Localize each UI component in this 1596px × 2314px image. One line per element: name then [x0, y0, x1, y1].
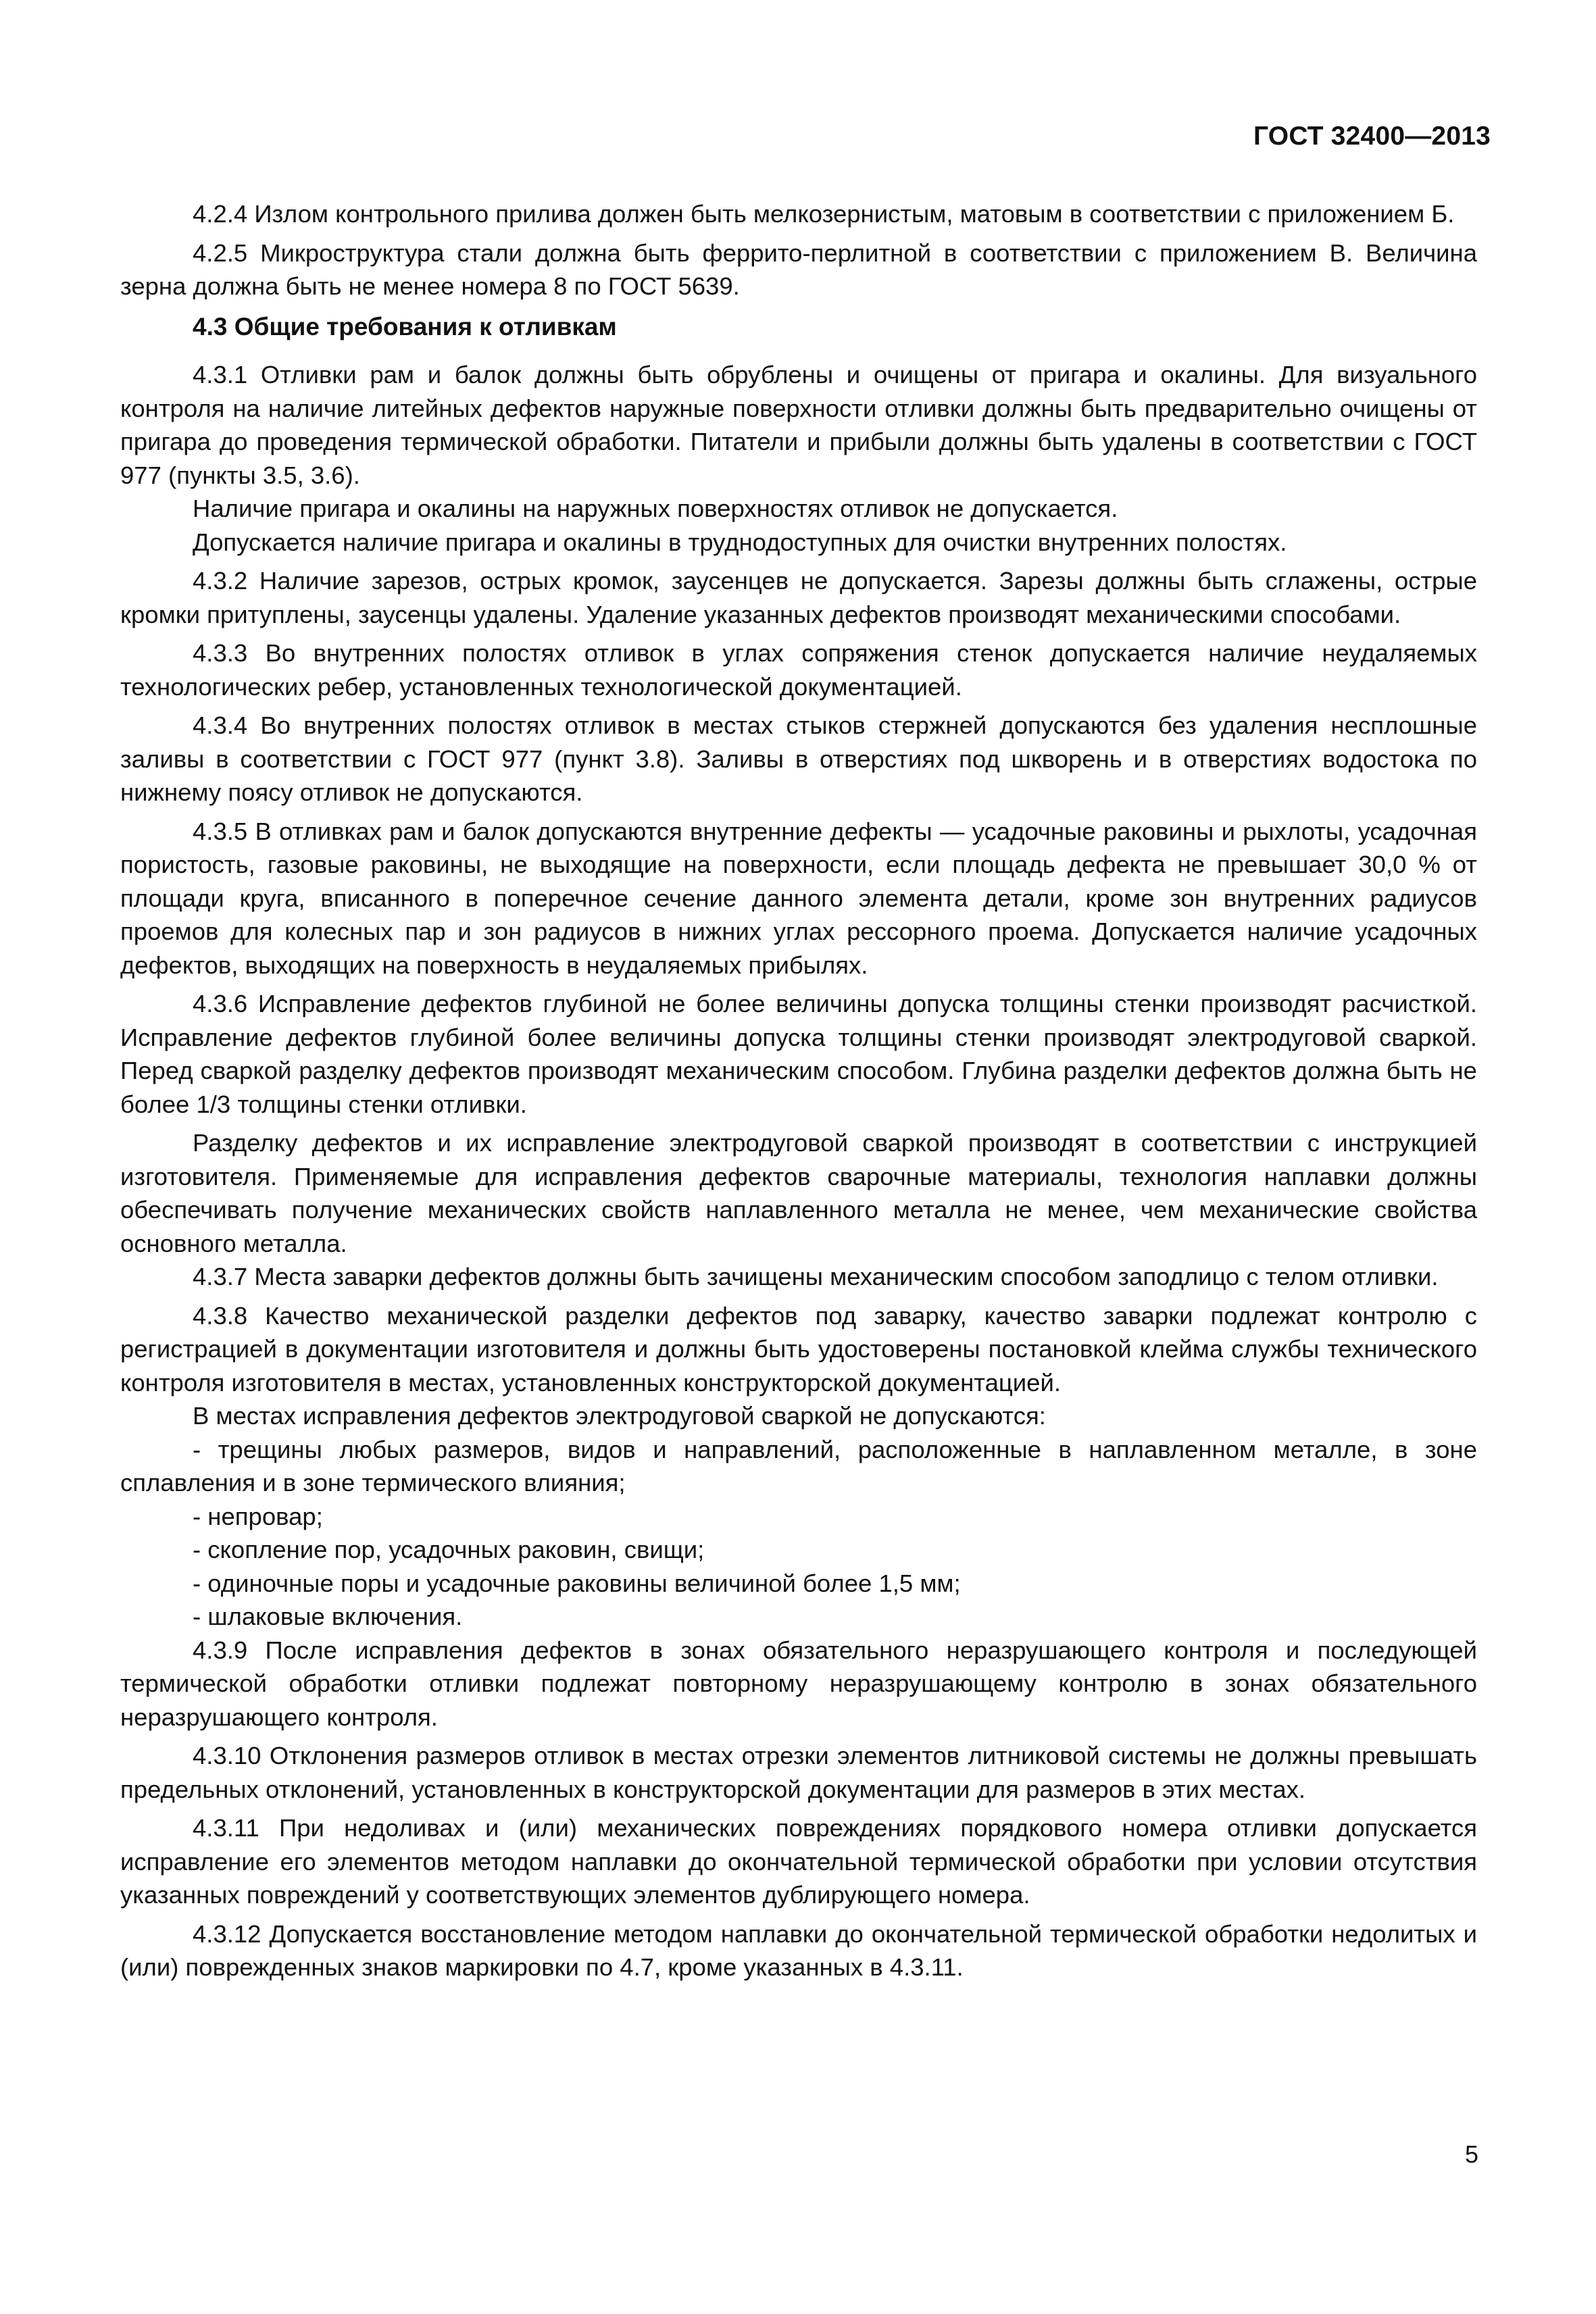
- paragraph: Разделку дефектов и их исправление электродуговой сваркой производят в соответствии с инструкцией изготовителя. Применяемые для исправления дефектов сварочные материалы, технология наплавки должны обеспечивать получение механических свойств наплавленного металла не менее, чем механические свойства основного металла.: [120, 1129, 1477, 1257]
- paragraph-4-3-6: 4.3.6 Исправление дефектов глубиной не более величины допуска толщины стенки производят расчисткой. Исправление дефектов глубиной более величины допуска толщины стенки производят электродуговой сваркой. Перед сваркой разделку дефектов производят механическим способом. Глубина разделки дефектов должна быть не более 1/3 толщины стенки отливки.: [120, 990, 1477, 1118]
- paragraph-4-3-12: 4.3.12 Допускается восстановление методом наплавки до окончательной термической обработки недолитых и (или) поврежденных знаков маркировки по 4.7, кроме указанных в 4.3.11.: [120, 1919, 1477, 1981]
- paragraph: Допускается наличие пригара и окалины в труднодоступных для очистки внутренних полостях.: [193, 528, 1287, 556]
- list-item: - шлаковые включения.: [193, 1603, 463, 1630]
- paragraph-4-3-4: 4.3.4 Во внутренних полостях отливок в местах стыков стержней допускаются без удаления несплошные заливы в соответствии с ГОСТ 977 (пункт 3.8). Заливы в отверстиях под шкворень и в отверстиях водостока по нижнему поясу отливок не допускаются.: [120, 711, 1477, 806]
- list-item: - трещины любых размеров, видов и направлений, расположенные в наплавленном металле, в зоне сплавления и в зоне термического влияния;: [120, 1435, 1477, 1496]
- paragraph-4-2-4: 4.2.4 Излом контрольного прилива должен быть мелкозернистым, матовым в соответствии с приложением Б.: [193, 200, 1455, 228]
- paragraph-4-3-8: 4.3.8 Качество механической разделки дефектов под заварку, качество заварки подлежат контролю с регистрацией в документации изготовителя и должны быть удостоверены постановкой клейма службы технического контроля изготовителя в местах, установленных конструкторской документацией.: [120, 1301, 1477, 1397]
- paragraph-4-2-5: 4.2.5 Микроструктура стали должна быть феррито-перлитной в соответствии с приложением В. Величина зерна должна быть не менее номера 8 по ГОСТ 5639.: [120, 238, 1477, 300]
- paragraph-4-3-11: 4.3.11 При недоливах и (или) механических повреждениях порядкового номера отливки допускается исправление его элементов методом наплавки до окончательной термической обработки при условии отсутствия указанных повреждений у соответствующих элементов дублирующего номера.: [120, 1814, 1477, 1909]
- paragraph-4-3-10: 4.3.10 Отклонения размеров отливок в местах отрезки элементов литниковой системы не должны превышать предельных отклонений, установленных в конструкторской документации для размеров в этих местах.: [120, 1742, 1477, 1803]
- paragraph-4-3-5: 4.3.5 В отливках рам и балок допускаются внутренние дефекты — усадочные раковины и рыхлоты, усадочная пористость, газовые раковины, не выходящие на поверхности, если площадь дефекта не превышает 30,0 % от площади круга, вписанного в поперечное сечение данного элемента детали, кроме зон внутренних радиусов проемов для колесных пар и зон радиусов в нижних углах рессорного проема. Допускается наличие усадочных дефектов, выходящих на поверхность в неудаляемых прибылях.: [120, 817, 1477, 979]
- document-body: [120, 197, 1477, 1984]
- paragraph-4-3-1: 4.3.1 Отливки рам и балок должны быть обрублены и очищены от пригара и окалины. Для визуального контроля на наличие литейных дефектов наружные поверхности отливки должны быть предварительно очищены от пригара до проведения термической обработки. Питатели и прибыли должны быть удалены в соответствии с ГОСТ 977 (пункты 3.5, 3.6).: [120, 361, 1477, 489]
- paragraph-4-3-7: 4.3.7 Места заварки дефектов должны быть зачищены механическим способом заподлицо с телом отливки.: [193, 1263, 1439, 1290]
- document-header: ГОСТ 32400—2013: [1253, 122, 1491, 151]
- paragraph-4-3-2: 4.3.2 Наличие зарезов, острых кромок, заусенцев не допускается. Зарезы должны быть сглажены, острые кромки притуплены, заусенцы удалены. Удаление указанных дефектов производят механическими способами.: [120, 567, 1477, 628]
- paragraph-4-3-9: 4.3.9 После исправления дефектов в зонах обязательного неразрушающего контроля и последующей термической обработки отливки подлежат повторному неразрушающему контролю в зонах обязательного неразрушающего контроля.: [120, 1636, 1477, 1731]
- paragraph: В местах исправления дефектов электродуговой сваркой не допускаются:: [193, 1402, 1046, 1430]
- section-heading: 4.3 Общие требования к отливкам: [193, 312, 617, 341]
- list-item: - одиночные поры и усадочные раковины величиной более 1,5 мм;: [193, 1569, 961, 1597]
- paragraph-4-3-3: 4.3.3 Во внутренних полостях отливок в углах сопряжения стенок допускается наличие неудаляемых технологических ребер, установленных технологической документацией.: [120, 639, 1477, 701]
- list-item: - непровар;: [193, 1502, 323, 1530]
- page-number: 5: [1464, 2140, 1478, 2168]
- list-item: - скопление пор, усадочных раковин, свищи;: [193, 1536, 705, 1563]
- paragraph: Наличие пригара и окалины на наружных поверхностях отливок не допускается.: [193, 495, 1118, 522]
